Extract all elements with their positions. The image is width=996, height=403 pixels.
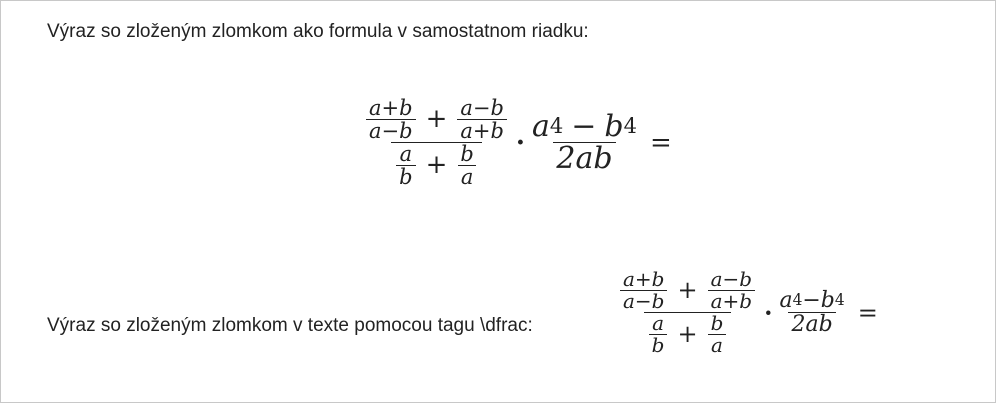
expr-a-minus-b: a−b [369, 119, 413, 144]
expr-a-minus-b: a−b [460, 96, 504, 120]
expr-2ab: 2ab [556, 141, 613, 177]
plus-sign: + [425, 103, 448, 134]
fraction-b-over-a [457, 143, 476, 188]
minus-sign: − [802, 287, 821, 313]
plus-sign: + [425, 149, 448, 180]
var-a: a [460, 165, 474, 190]
fraction-a4-minus-b4-over-2ab: a 4 − b 4 2ab [779, 287, 845, 337]
multiplication-dot: · [515, 127, 525, 158]
var-b: b [604, 108, 624, 144]
equals-sign: = [857, 298, 878, 327]
complex-fraction-denominator [391, 142, 482, 188]
var-a: a [711, 333, 723, 357]
complex-fraction-numerator [615, 269, 760, 312]
fraction-amb-over-apb [457, 97, 507, 142]
expr-a-minus-b: a−b [623, 289, 665, 313]
minus-sign: − [571, 108, 597, 144]
fraction-amb-over-apb [708, 269, 755, 312]
equals-sign: = [649, 127, 672, 158]
display-formula [359, 97, 680, 188]
fraction-a4-minus-b4-over-2ab: a 4 − b 4 2ab [531, 108, 637, 177]
var-a: a [531, 108, 550, 144]
var-a: a [652, 311, 665, 335]
var-b: b [710, 311, 724, 335]
var-a: a [399, 142, 413, 167]
expr-a-plus-b: a+b [460, 119, 504, 144]
var-b: b [460, 142, 474, 167]
fraction-apb-over-amb [620, 269, 667, 312]
expr-a-minus-b: a−b [710, 267, 753, 291]
var-b: b [820, 287, 835, 313]
fraction-a-over-b [396, 143, 415, 188]
complex-fraction-numerator [361, 97, 512, 142]
fraction-b-over-a [708, 313, 727, 356]
inline-formula [613, 269, 886, 356]
var-b: b [399, 165, 413, 190]
complex-fraction-denominator [644, 312, 732, 356]
expr-a-plus-b: a+b [369, 96, 413, 120]
complex-fraction [615, 269, 760, 356]
var-b: b [651, 333, 665, 357]
expr-a-plus-b: a+b [623, 267, 665, 291]
fraction-apb-over-amb [366, 97, 416, 142]
fraction-a-over-b [649, 313, 668, 356]
multiplication-dot: · [764, 298, 773, 327]
inline-formula-caption: Výraz so zloženým zlomkom v texte pomocou tagu \dfrac: [47, 315, 533, 336]
expr-2ab: 2ab [791, 312, 833, 337]
complex-fraction [361, 97, 512, 188]
plus-sign: + [677, 319, 698, 348]
display-formula-caption: Výraz so zloženým zlomkom ako formula v samostatnom riadku: [47, 21, 589, 42]
expr-a-plus-b: a+b [710, 289, 753, 313]
plus-sign: + [677, 275, 698, 304]
var-a: a [779, 287, 793, 313]
